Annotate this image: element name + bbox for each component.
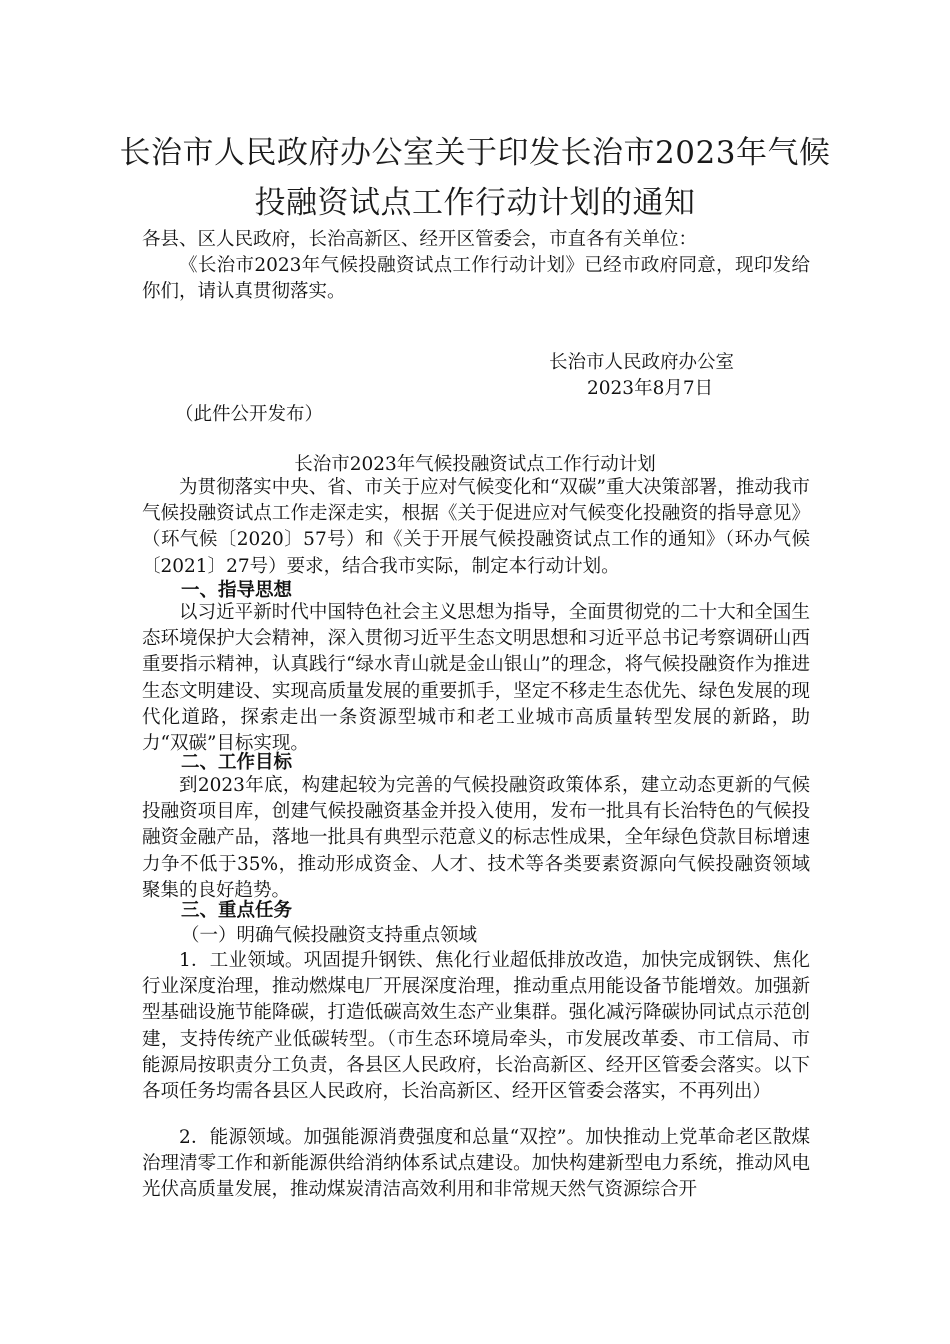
notice-issuer: 长治市人民政府办公室 bbox=[549, 352, 735, 373]
plan-intro: 为贯彻落实中央、省、市关于应对气候变化和“双碳”重大决策部署，推动我市气候投融资试点工作走深走实，根据《关于促进应对气候变化投融资的指导意见》（环气候〔2020〕57号）和《关于开展气候投融资试点工作的通知》（环办气候〔2021〕27号）要求，结合我市实际，制定本行动计划。 bbox=[142, 477, 810, 577]
notice-addressee: 各县、区人民政府，长治高新区、经开区管委会，市直各有关单位： bbox=[142, 229, 698, 250]
section3-heading: 三、重点任务 bbox=[181, 900, 293, 921]
notice-date: 2023年8月7日 bbox=[587, 378, 714, 399]
notice-body: 《长治市2023年气候投融资试点工作行动计划》已经市政府同意，现印发给你们，请认真贯彻落实。 bbox=[142, 255, 810, 303]
section1-text: 以习近平新时代中国特色社会主义思想为指导，全面贯彻党的二十大和全国生态环境保护大会精神，深入贯彻习近平生态文明思想和习近平总书记考察调研山西重要指示精神，认真践行“绿水青山就是金山银山”的理念，将气候投融资作为推进生态文明建设、实现高质量发展的重要抓手，坚定不移走生态优先、绿色发展的现代化道路，探索走出一条资源型城市和老工业城市高质量转型发展的新路，助力“双碳”目标实现。 bbox=[142, 602, 810, 755]
section2-text: 到2023年底，构建起较为完善的气候投融资政策体系，建立动态更新的气候投融资项目库，创建气候投融资基金并投入使用，发布一批具有长治特色的气候投融资金融产品，落地一批具有典型示范意义的标志性成果，全年绿色贷款目标增速力争不低于35%，推动形成资金、人才、技术等各类要素资源向气候投融资领域聚集的良好趋势。 bbox=[142, 775, 810, 901]
section2-heading: 二、工作目标 bbox=[181, 752, 293, 773]
section1-heading: 一、指导思想 bbox=[181, 580, 293, 601]
publish-note: （此件公开发布） bbox=[175, 404, 324, 425]
plan-title: 长治市2023年气候投融资试点工作行动计划 bbox=[294, 454, 656, 475]
task-item-2: 2．能源领域。加强能源消费强度和总量“双控”。加快推动上党革命老区散煤治理清零工作和新能源供给消纳体系试点建设。加快构建新型电力系统，推动风电光伏高质量发展，推动煤炭清洁高效利用和非常规天然气资源综合开 bbox=[142, 1127, 810, 1201]
notice-title-line-1: 长治市人民政府办公室关于印发长治市2023年气候 bbox=[119, 135, 831, 171]
notice-title-line-2: 投融资试点工作行动计划的通知 bbox=[254, 185, 696, 221]
task-item-1: 1．工业领域。巩固提升钢铁、焦化行业超低排放改造，加快完成钢铁、焦化行业深度治理，推动燃煤电厂开展深度治理，推动重点用能设备节能增效。加强新型基础设施节能降碳，打造低碳高效生态产业集群。强化减污降碳协同试点示范创建，支持传统产业低碳转型。（市生态环境局牵头，市发展改革委、市工信局、市能源局按职责分工负责，各县区人民政府，长治高新区、经开区管委会落实。以下各项任务均需各县区人民政府，长治高新区、经开区管委会落实，不再列出） bbox=[142, 950, 810, 1103]
subsection1-heading: （一）明确气候投融资支持重点领域 bbox=[181, 925, 478, 946]
